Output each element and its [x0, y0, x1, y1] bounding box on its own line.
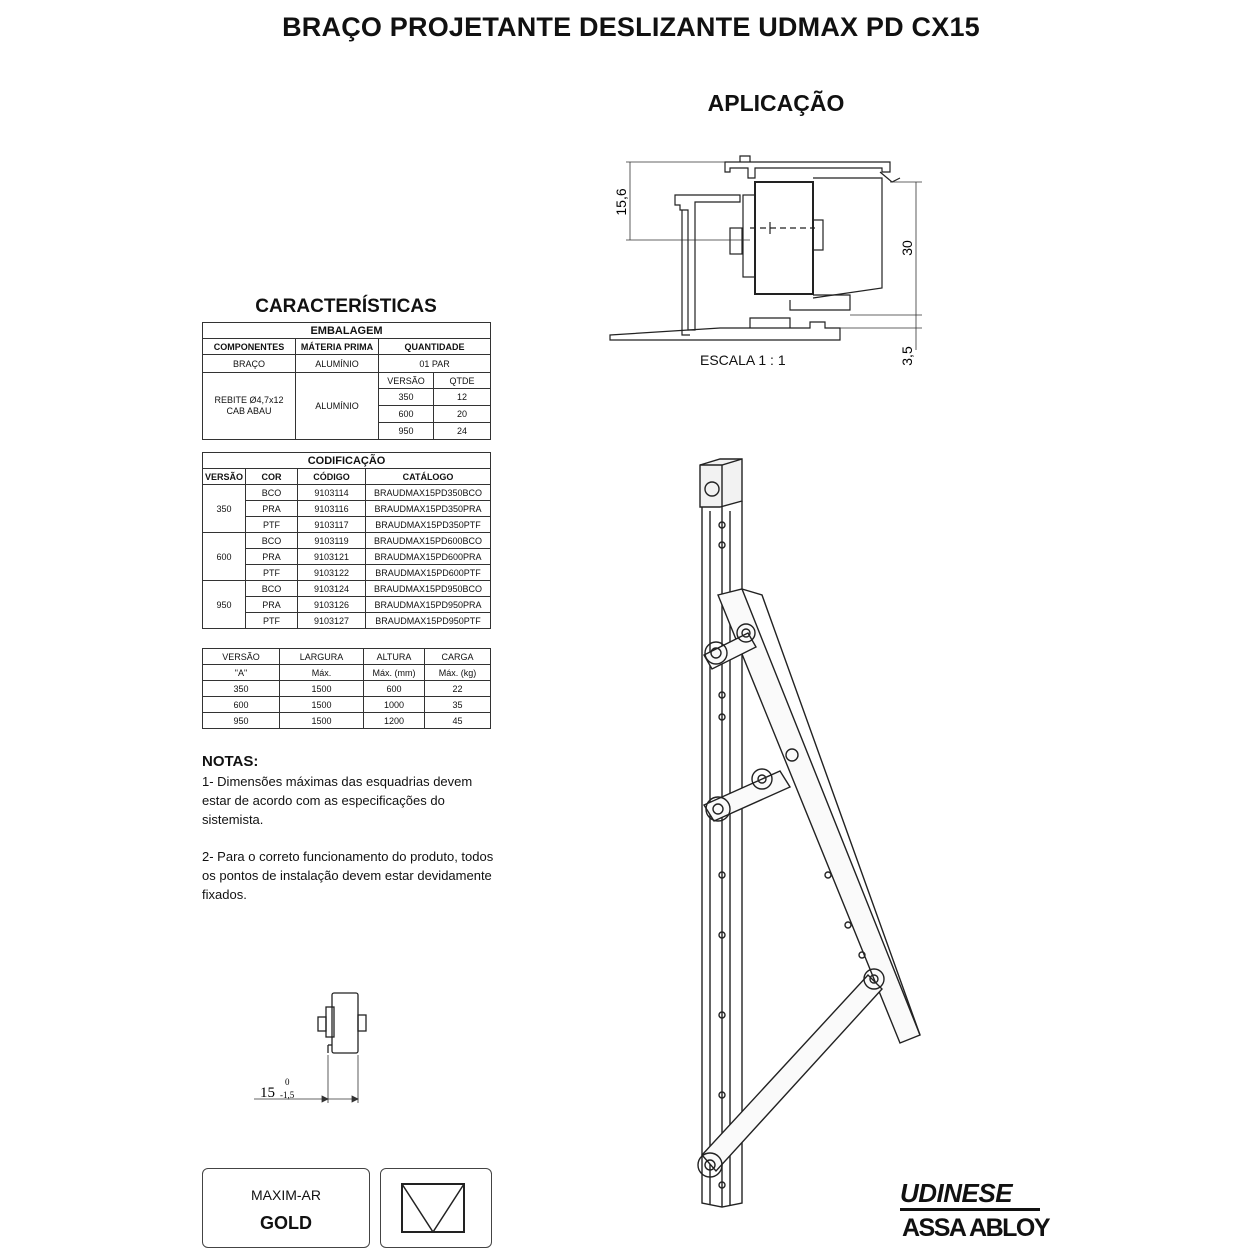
col-header: CATÁLOGO	[366, 469, 491, 485]
coding-body	[203, 485, 491, 629]
cell: 22	[425, 681, 491, 697]
coding-catalog: BRAUDMAX15PD600PTF	[366, 565, 491, 581]
col-header: QUANTIDADE	[379, 339, 491, 355]
coding-catalog: BRAUDMAX15PD350PRA	[366, 501, 491, 517]
dim-30: 30	[899, 240, 915, 256]
dim-3-5: 3,5	[899, 346, 915, 366]
coding-color: PRA	[246, 597, 298, 613]
cell: VERSÃO	[379, 373, 434, 389]
coding-catalog: BRAUDMAX15PD950PRA	[366, 597, 491, 613]
col-header: COMPONENTES	[203, 339, 296, 355]
packaging-title: EMBALAGEM	[203, 323, 491, 339]
profile-cross-section-drawing	[600, 150, 930, 370]
coding-color: PTF	[246, 565, 298, 581]
brand-divider	[900, 1208, 1040, 1211]
coding-row	[203, 501, 491, 517]
coding-color: PRA	[246, 501, 298, 517]
coding-color: PTF	[246, 613, 298, 629]
col-header: VERSÃO	[203, 649, 280, 665]
detail-tol-lower: -1,5	[280, 1090, 295, 1100]
cell: QTDE	[434, 373, 491, 389]
coding-catalog: BRAUDMAX15PD600PRA	[366, 549, 491, 565]
coding-code: 9103127	[298, 613, 366, 629]
cell: ALUMÍNIO	[296, 355, 379, 373]
coding-code: 9103126	[298, 597, 366, 613]
cell: 950	[379, 423, 434, 440]
sub-header: Máx. (mm)	[364, 665, 425, 681]
col-header: MÁTERIA PRIMA	[296, 339, 379, 355]
coding-code: 9103124	[298, 581, 366, 597]
packaging-table	[202, 322, 491, 440]
arm-perspective-drawing	[680, 455, 930, 1225]
product-line-label: MAXIM-AR	[251, 1187, 321, 1203]
cell: 24	[434, 423, 491, 440]
detail-dim-main: 15	[260, 1085, 275, 1101]
coding-code: 9103121	[298, 549, 366, 565]
col-header: VERSÃO	[203, 469, 246, 485]
coding-title: CODIFICAÇÃO	[203, 453, 491, 469]
coding-row	[203, 549, 491, 565]
cell: 350	[379, 389, 434, 406]
notes-heading: NOTAS:	[202, 753, 259, 770]
cell: 20	[434, 406, 491, 423]
sub-header: Máx. (kg)	[425, 665, 491, 681]
coding-version: 350	[203, 485, 246, 533]
note-item: 1- Dimensões máximas das esquadrias devem estar de acordo com as especificações do sistemista.	[202, 774, 473, 827]
coding-row	[203, 581, 491, 597]
window-type-box	[380, 1168, 492, 1248]
cell: 600	[379, 406, 434, 423]
cell: 1500	[280, 713, 364, 729]
coding-catalog: BRAUDMAX15PD950BCO	[366, 581, 491, 597]
coding-catalog: BRAUDMAX15PD350PTF	[366, 517, 491, 533]
detail-tol-upper: 0	[285, 1077, 290, 1087]
coding-color: BCO	[246, 485, 298, 501]
product-line-name: GOLD	[260, 1213, 312, 1233]
coding-row	[203, 613, 491, 629]
coding-color: PTF	[246, 517, 298, 533]
window-opening-icon	[401, 1183, 465, 1233]
cell: REBITE Ø4,7x12 CAB ABAU	[203, 373, 296, 440]
scale-label: ESCALA 1 : 1	[700, 352, 786, 368]
coding-table	[202, 452, 491, 629]
cell: 950	[203, 713, 280, 729]
cell: 1500	[280, 681, 364, 697]
sub-header: "A"	[203, 665, 280, 681]
coding-color: BCO	[246, 581, 298, 597]
coding-row	[203, 565, 491, 581]
coding-code: 9103117	[298, 517, 366, 533]
col-header: LARGURA	[280, 649, 364, 665]
cell: 600	[364, 681, 425, 697]
col-header: CÓDIGO	[298, 469, 366, 485]
coding-version: 950	[203, 581, 246, 629]
coding-row	[203, 485, 491, 501]
coding-row	[203, 533, 491, 549]
cell: 1000	[364, 697, 425, 713]
small-detail-drawing	[240, 985, 380, 1115]
coding-catalog: BRAUDMAX15PD950PTF	[366, 613, 491, 629]
coding-version: 600	[203, 533, 246, 581]
application-heading: APLICAÇÃO	[707, 90, 845, 116]
coding-row	[203, 517, 491, 533]
dim-15-6: 15,6	[613, 188, 629, 216]
cell: 12	[434, 389, 491, 406]
brand-logo-udinese: UDINESE	[900, 1178, 1013, 1208]
product-line-box	[202, 1168, 370, 1248]
coding-catalog: BRAUDMAX15PD600BCO	[366, 533, 491, 549]
characteristics-heading: CARACTERÍSTICAS	[255, 296, 437, 317]
cell: 350	[203, 681, 280, 697]
coding-catalog: BRAUDMAX15PD350BCO	[366, 485, 491, 501]
note-item: 2- Para o correto funcionamento do produto, todos os pontos de instalação devem estar devidamente fixados.	[202, 849, 494, 902]
cell: 45	[425, 713, 491, 729]
cell: 35	[425, 697, 491, 713]
dimensions-table	[202, 648, 491, 729]
sub-header: Máx.	[280, 665, 364, 681]
cell: 600	[203, 697, 280, 713]
notes	[202, 752, 502, 922]
coding-code: 9103122	[298, 565, 366, 581]
cell: 01 PAR	[379, 355, 491, 373]
col-header: COR	[246, 469, 298, 485]
coding-code: 9103114	[298, 485, 366, 501]
coding-code: 9103119	[298, 533, 366, 549]
coding-color: PRA	[246, 549, 298, 565]
coding-color: BCO	[246, 533, 298, 549]
coding-row	[203, 597, 491, 613]
page-title: BRAÇO PROJETANTE DESLIZANTE UDMAX PD CX15	[282, 12, 980, 42]
col-header: CARGA	[425, 649, 491, 665]
col-header: ALTURA	[364, 649, 425, 665]
brand-logo-assa-abloy: ASSA ABLOY	[902, 1214, 1050, 1242]
cell: 1200	[364, 713, 425, 729]
coding-code: 9103116	[298, 501, 366, 517]
cell: 1500	[280, 697, 364, 713]
cell: BRAÇO	[203, 355, 296, 373]
cell: ALUMÍNIO	[296, 373, 379, 440]
